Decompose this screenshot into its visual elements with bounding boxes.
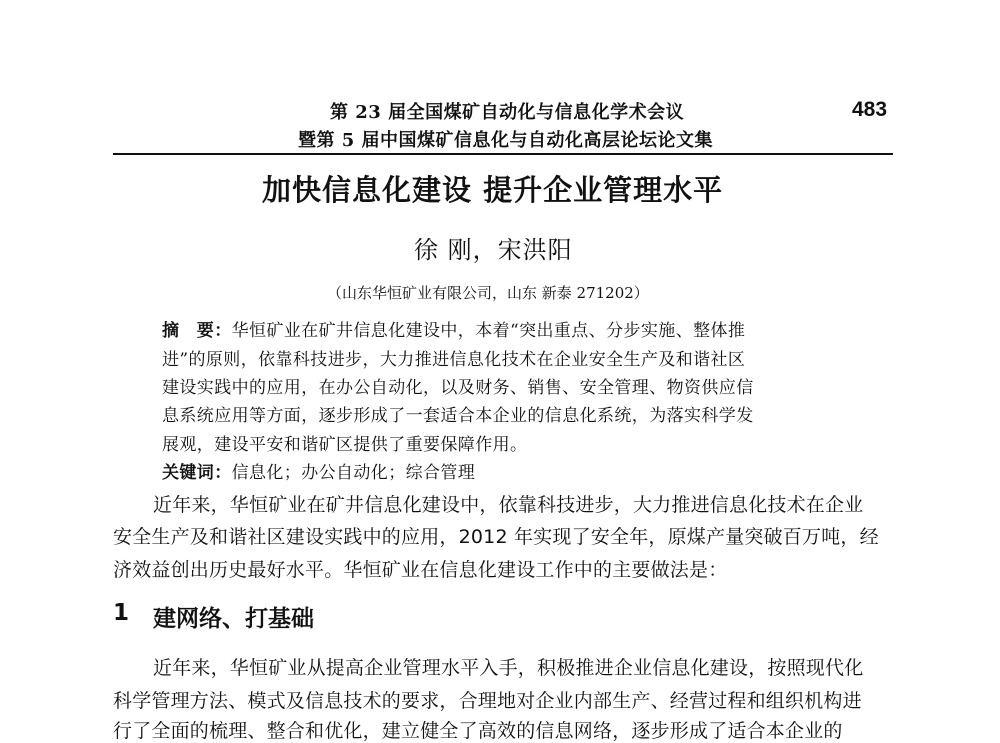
- body-text-line: 行了全面的梳理、整合和优化，建立健全了高效的信息网络，逐步形成了适合本企业的: [113, 720, 843, 742]
- body-text-line: 近年来，华恒矿业从提高企业管理水平入手，积极推进企业信息化建设，按照现代化: [153, 657, 864, 679]
- paper-title: 加快信息化建设 提升企业管理水平: [262, 173, 724, 207]
- body-text-line: 科学管理方法、模式及信息技术的要求，合理地对企业内部生产、经营过程和组织机构进: [113, 690, 862, 712]
- affiliation: （山东华恒矿业有限公司，山东 新泰 271202）: [327, 284, 649, 302]
- body-text-line: 近年来，华恒矿业在矿井信息化建设中，依靠科技进步，大力推进信息化技术在企业: [153, 494, 864, 516]
- abstract-line: 展观，建设平安和谐矿区提供了重要保障作用。: [162, 435, 528, 455]
- abstract-line: 建设实践中的应用，在办公自动化，以及财务、销售、安全管理、物资供应信: [162, 378, 754, 398]
- abstract-line: [162, 316, 745, 341]
- running-header-line-2: 暨第 5 届中国煤矿信息化与自动化高层论坛论文集: [298, 130, 714, 151]
- abstract-line: 进”的原则，依靠科技进步，大力推进信息化技术在企业安全生产及和谐社区: [162, 350, 746, 370]
- keywords-label: 关键词：: [162, 463, 232, 483]
- section-heading: 建网络、打基础: [153, 606, 314, 632]
- page-number: 483: [852, 98, 888, 121]
- header-rule: [113, 153, 893, 155]
- abstract-text: 华恒矿业在矿井信息化建设中，本着“突出重点、分步实施、整体推: [231, 321, 746, 341]
- keywords-text: 信息化；办公自动化；综合管理: [231, 463, 476, 483]
- body-text-line: 安全生产及和谐社区建设实践中的应用，2012 年实现了安全年，原煤产量突破百万吨，经: [113, 526, 879, 548]
- body-text-line: 济效益创出历史最好水平。华恒矿业在信息化建设工作中的主要做法是：: [113, 559, 728, 581]
- running-header-line-1: 第 23 届全国煤矿自动化与信息化学术会议: [330, 102, 685, 123]
- abstract-label: 摘 要：: [162, 321, 232, 341]
- keywords-line: [162, 458, 475, 483]
- section-number: 1: [113, 600, 130, 626]
- abstract-line: 息系统应用等方面，逐步形成了一套适合本企业的信息化系统，为落实科学发: [162, 406, 754, 426]
- author-list: 徐 刚，宋洪阳: [414, 236, 573, 264]
